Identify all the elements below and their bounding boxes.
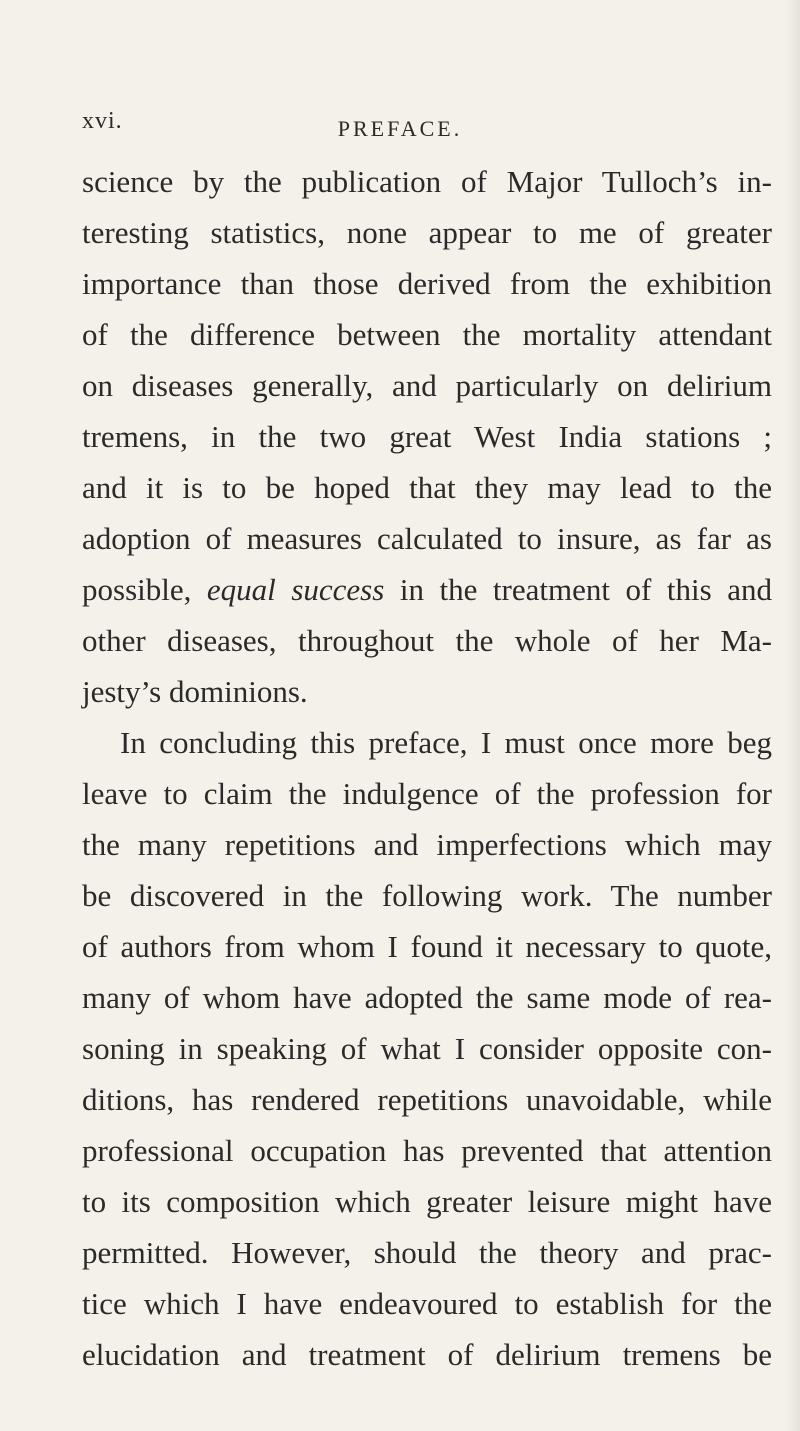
text-line: of the difference between the mortality attendant <box>82 317 772 352</box>
text-line: to its composition which greater leisure might have <box>82 1184 772 1219</box>
text-line: teresting statistics, none appear to me of greater <box>82 215 772 250</box>
body-text <box>82 156 772 1380</box>
text-line: professional occupation has prevented that attention <box>82 1133 772 1168</box>
text-line: of authors from whom I found it necessary to quote, <box>82 929 772 964</box>
text-line: science by the publication of Major Tulloch’s in- <box>82 164 772 199</box>
running-head: PREFACE. <box>337 116 463 141</box>
text-segment: in the treatment of this and <box>384 572 772 607</box>
paragraph-end-line: jesty’s dominions. <box>82 674 308 709</box>
text-line: adoption of measures calculated to insure, as far as <box>82 521 772 556</box>
text-line: importance than those derived from the exhibition <box>82 266 772 301</box>
page-number: xvi. <box>82 108 123 134</box>
text-line: elucidation and treatment of delirium tremens be <box>82 1337 772 1372</box>
text-line: be discovered in the following work. The number <box>82 878 772 913</box>
text-line: many of whom have adopted the same mode of rea- <box>82 980 772 1015</box>
text-line: on diseases generally, and particularly on delirium <box>82 368 772 403</box>
text-line: tremens, in the two great West India stations ; <box>82 419 772 454</box>
italic-phrase: equal success <box>206 572 385 607</box>
text-line: and it is to be hoped that they may lead to the <box>82 470 772 505</box>
text-line: permitted. However, should the theory and prac- <box>82 1235 772 1270</box>
text-segment: possible, <box>82 572 207 607</box>
text-line: leave to claim the indulgence of the profession for <box>82 776 772 811</box>
text-line-with-italic <box>82 564 772 615</box>
text-line: soning in speaking of what I consider opposite con- <box>82 1031 772 1066</box>
text-line: other diseases, throughout the whole of her Ma- <box>82 623 772 658</box>
text-line: the many repetitions and imperfections which may <box>82 827 772 862</box>
text-line: tice which I have endeavoured to establish for the <box>82 1286 772 1321</box>
text-line: ditions, has rendered repetitions unavoidable, while <box>82 1082 772 1117</box>
page-edge-shadow <box>786 0 800 1431</box>
paragraph-start-line: In concluding this preface, I must once more beg <box>120 725 772 760</box>
